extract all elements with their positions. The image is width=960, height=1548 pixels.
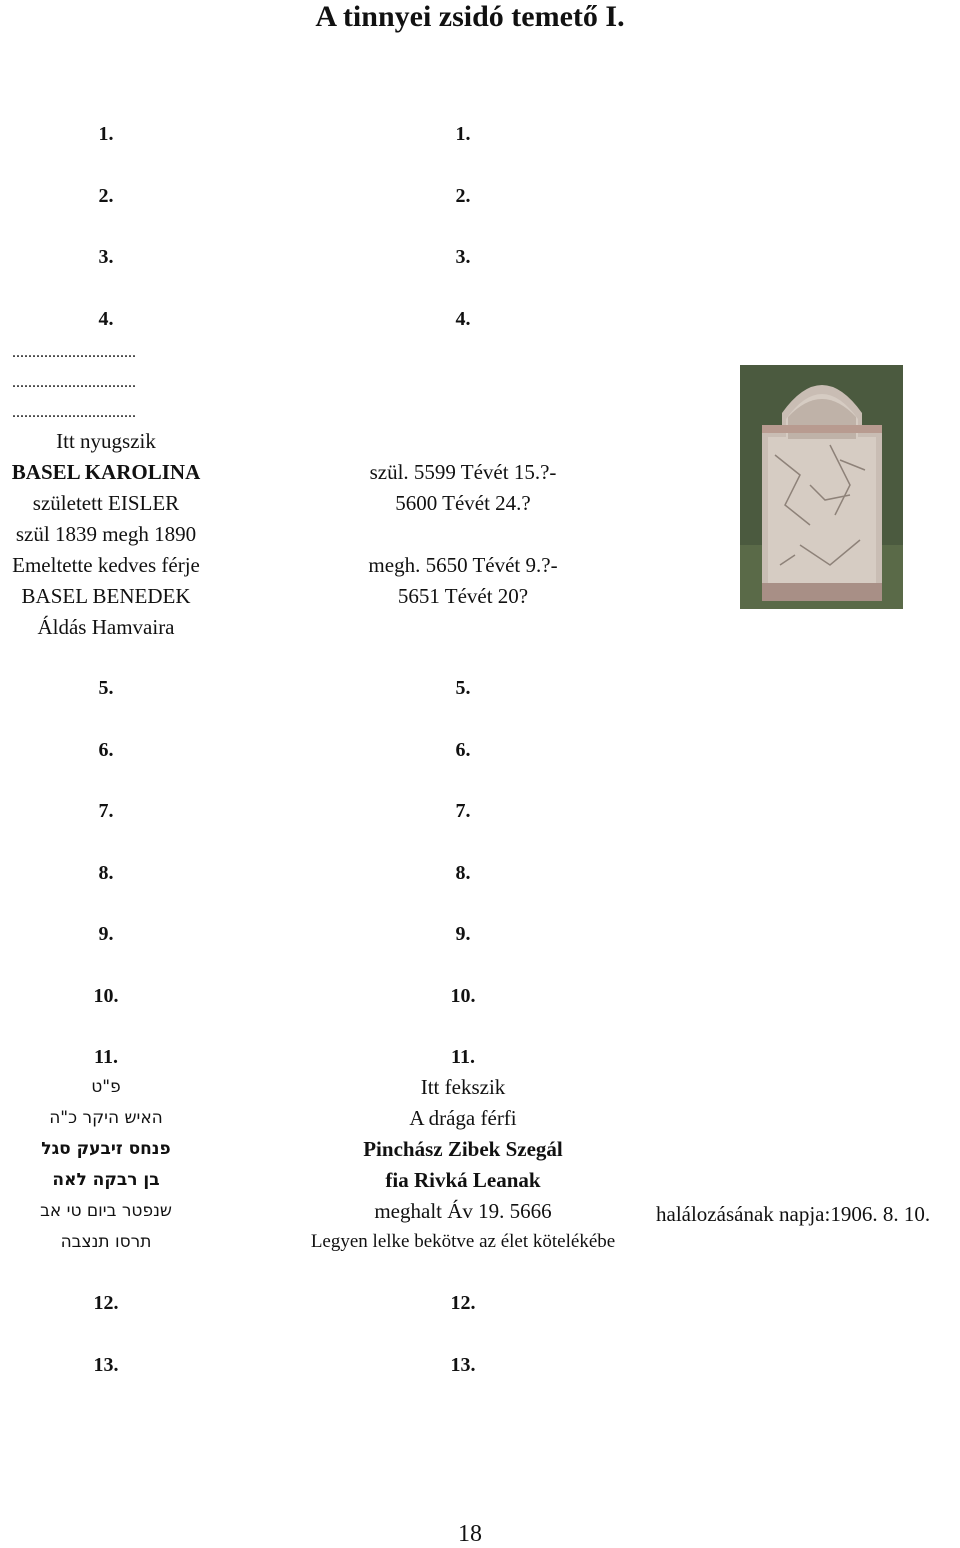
left-number: 7. — [98, 800, 114, 822]
left-number: 6. — [98, 739, 114, 761]
right-number: 5. — [455, 677, 471, 699]
left-number: 12. — [93, 1292, 119, 1314]
deceased-parent: fia Rivká Leanak — [385, 1168, 541, 1192]
hebrew-line: שנפטר ביום טי אב — [40, 1201, 172, 1221]
page-number: 18 — [458, 1521, 482, 1547]
birth-date: szül. 5599 Tévét 15.?- — [369, 460, 557, 484]
right-number: 7. — [455, 800, 471, 822]
inscription-line: született EISLER — [32, 491, 180, 515]
right-number: 8. — [455, 862, 471, 884]
dotted-line: ............................... — [12, 404, 136, 421]
dotted-line: ............................... — [12, 344, 136, 361]
inscription-line: BASEL BENEDEK — [21, 584, 191, 608]
left-number: 1. — [98, 123, 114, 145]
hebrew-name: בן רבקה לאה — [52, 1170, 160, 1190]
hebrew-line: תרסו תנצבה — [60, 1232, 152, 1252]
left-number: 11. — [94, 1046, 118, 1068]
translation-line: Legyen lelke bekötve az élet kötelékébe — [310, 1231, 616, 1252]
right-number: 9. — [455, 923, 471, 945]
hebrew-line: האיש היקר כ"ה — [49, 1108, 163, 1128]
right-number: 4. — [455, 308, 471, 330]
right-number: 1. — [455, 123, 471, 145]
left-number: 2. — [98, 185, 114, 207]
deceased-name: BASEL KAROLINA — [11, 460, 201, 484]
deceased-name: Pinchász Zibek Szegál — [363, 1137, 563, 1161]
left-number: 8. — [98, 862, 114, 884]
hebrew-line: פ"ט — [91, 1077, 121, 1097]
right-number: 2. — [455, 185, 471, 207]
hebrew-name: פנחס זיבעק סגל — [41, 1139, 171, 1159]
right-number: 6. — [455, 739, 471, 761]
page-title: A tinnyei zsidó temető I. — [315, 0, 625, 33]
right-number: 11. — [451, 1046, 475, 1068]
right-number: 10. — [450, 985, 476, 1007]
inscription-line: Áldás Hamvaira — [37, 615, 175, 639]
gravestone-photo — [740, 365, 903, 609]
left-number: 3. — [98, 246, 114, 268]
translation-line: Itt fekszik — [420, 1075, 506, 1099]
left-number: 10. — [93, 985, 119, 1007]
translation-line: A drága férfi — [409, 1106, 517, 1130]
left-number: 4. — [98, 308, 114, 330]
inscription-line: szül 1839 megh 1890 — [15, 522, 197, 546]
inscription-line: Emeltette kedves férje — [12, 553, 200, 577]
left-number: 5. — [98, 677, 114, 699]
left-number: 13. — [93, 1354, 119, 1376]
translation-line: meghalt Áv 19. 5666 — [374, 1199, 552, 1223]
right-number: 3. — [455, 246, 471, 268]
right-number: 13. — [450, 1354, 476, 1376]
left-number: 9. — [98, 923, 114, 945]
death-date: megh. 5650 Tévét 9.?- — [368, 553, 558, 577]
birth-date: 5600 Tévét 24.? — [395, 491, 531, 515]
inscription-line: Itt nyugszik — [56, 429, 156, 453]
death-date: 5651 Tévét 20? — [397, 584, 529, 608]
dotted-line: ............................... — [12, 374, 136, 391]
right-number: 12. — [450, 1292, 476, 1314]
death-date-gregorian: halálozásának napja:1906. 8. 10. — [656, 1202, 931, 1226]
